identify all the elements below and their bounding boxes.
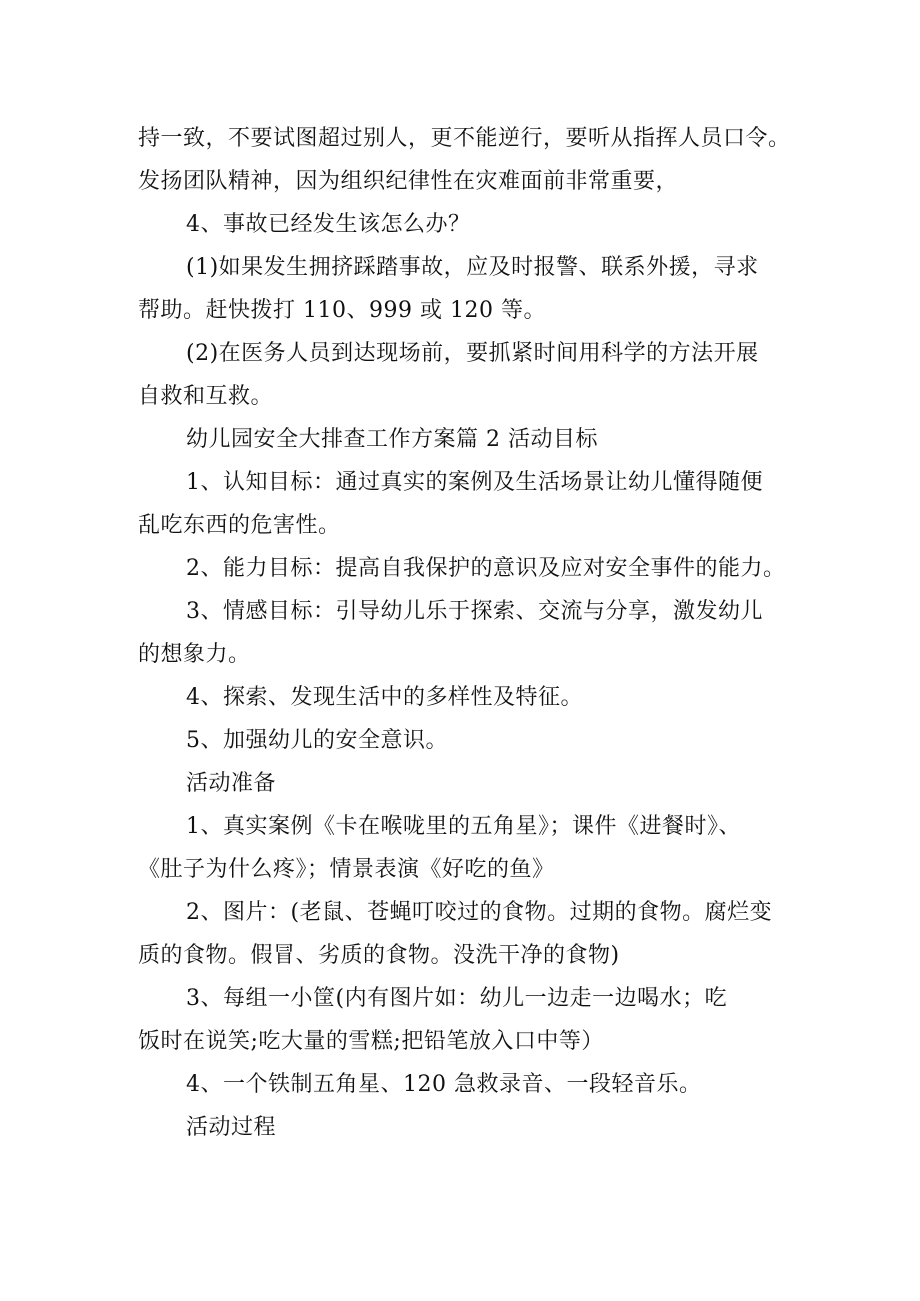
text-line: 1、认知目标：通过真实的案例及生活场景让幼儿懂得随便	[186, 470, 763, 495]
text-line: (2)在医务人员到达现场前，要抓紧时间用科学的方法开展	[186, 341, 759, 366]
text-line: 4、一个铁制五角星、120 急救录音、一段轻音乐。	[186, 1072, 702, 1097]
text-line: 2、能力目标：提高自我保护的意识及应对安全事件的能力。	[186, 556, 786, 581]
text-line: 4、事故已经发生该怎么办？	[186, 212, 471, 237]
text-line: (1)如果发生拥挤踩踏事故，应及时报警、联系外援，寻求	[186, 255, 759, 280]
text-line: 乱吃东西的危害性。	[138, 513, 341, 538]
text-line: 4、探索、发现生活中的多样性及特征。	[186, 685, 583, 710]
text-line: 3、情感目标：引导幼儿乐于探索、交流与分享，激发幼儿	[186, 599, 763, 624]
text-line: 持一致，不要试图超过别人，更不能逆行，要听从指挥人员口令。	[138, 126, 791, 151]
text-line: 1、真实案例《卡在喉咙里的五角星》；课件《进餐时》、	[186, 814, 741, 839]
text-line: 3、每组一小筐(内有图片如：幼儿一边走一边喝水；吃	[186, 986, 728, 1011]
text-line: 5、加强幼儿的安全意识。	[186, 728, 448, 753]
section-heading: 幼儿园安全大排查工作方案篇 2 活动目标	[186, 427, 598, 452]
text-line: 帮助。赶快拨打 110、999 或 120 等。	[138, 298, 546, 323]
text-line: 发扬团队精神，因为组织纪律性在灾难面前非常重要，	[138, 169, 679, 194]
text-line: 的想象力。	[138, 642, 251, 667]
text-line: 《肚子为什么疼》；情景表演《好吃的鱼》	[138, 857, 555, 882]
section-heading: 活动过程	[186, 1115, 277, 1140]
section-heading: 活动准备	[186, 771, 277, 796]
text-line: 自救和互救。	[138, 384, 274, 409]
text-line: 2、图片：(老鼠、苍蝇叮咬过的食物。过期的食物。腐烂变	[186, 900, 773, 925]
text-line: 饭时在说笑;吃大量的雪糕;把铅笔放入口中等）	[138, 1029, 604, 1054]
text-line: 质的食物。假冒、劣质的食物。没洗干净的食物)	[138, 943, 620, 968]
